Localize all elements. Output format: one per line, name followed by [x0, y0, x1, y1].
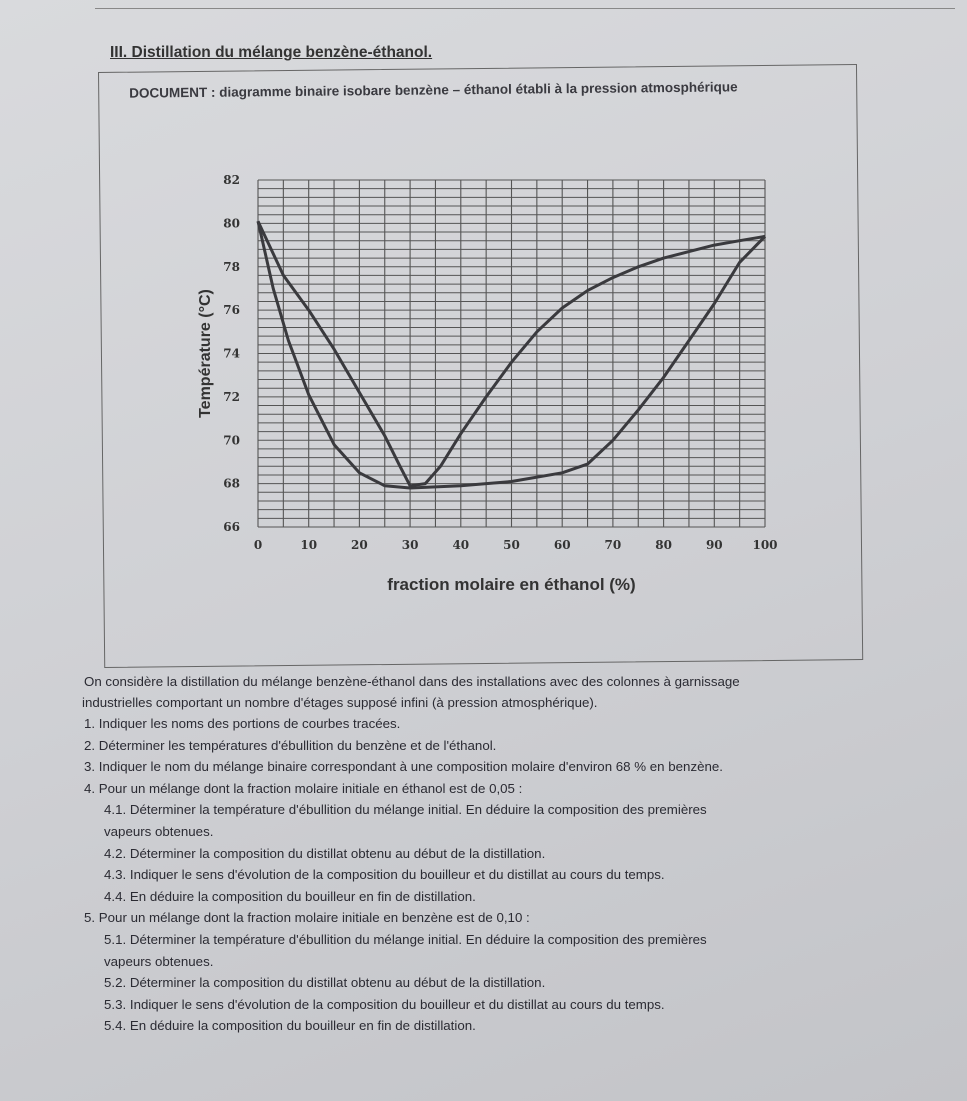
y-tick-label: 72	[223, 389, 240, 404]
question-item: 5.1. Déterminer la température d'ébullition du mélange initial. En déduire la composition des premières	[104, 932, 707, 947]
x-tick-label: 60	[553, 538, 571, 552]
question-item: 5.3. Indiquer le sens d'évolution de la composition du bouilleur et du distillat au cours du temps.	[104, 996, 665, 1012]
intro-text: On considère la distillation du mélange benzène-éthanol dans des installations avec des colonnes à garnissage	[84, 674, 740, 689]
y-tick-label: 82	[223, 173, 240, 187]
document-caption: DOCUMENT : diagramme binaire isobare benzène – éthanol établi à la pression atmosphérique	[129, 79, 738, 101]
question-item: 1. Indiquer les noms des portions de courbes tracées.	[84, 716, 401, 731]
question-item: 4. Pour un mélange dont la fraction molaire initiale en éthanol est de 0,05 :	[84, 780, 523, 796]
y-tick-label: 74	[223, 346, 240, 361]
y-tick-label: 76	[223, 303, 240, 318]
x-tick-label: 10	[300, 538, 318, 552]
y-tick-label: 66	[223, 520, 240, 534]
y-tick-label: 68	[223, 476, 240, 491]
y-tick-label: 80	[223, 216, 240, 231]
x-tick-label: 80	[655, 538, 672, 552]
y-axis-label: Température (°C)	[197, 289, 214, 418]
x-tick-label: 90	[705, 538, 723, 552]
y-tick-label: 78	[223, 259, 240, 274]
x-tick-label: 100	[752, 538, 778, 552]
question-item: vapeurs obtenues.	[104, 824, 214, 839]
question-item: 5.2. Déterminer la composition du distillat obtenu au début de la distillation.	[104, 975, 546, 991]
y-tick-label: 70	[223, 433, 240, 448]
x-tick-label: 30	[401, 538, 419, 552]
question-item: vapeurs obtenues.	[104, 953, 214, 969]
question-item: 5.4. En déduire la composition du bouilleur en fin de distillation.	[104, 1018, 476, 1034]
x-tick-label: 70	[604, 538, 622, 552]
x-tick-label: 50	[503, 538, 520, 552]
x-tick-label: 20	[351, 538, 368, 552]
question-item: 3. Indiquer le nom du mélange binaire correspondant à une composition molaire d'environ 68 % en benzène.	[84, 759, 723, 775]
question-item: 4.4. En déduire la composition du bouilleur en fin de distillation.	[104, 888, 476, 904]
x-tick-label: 0	[253, 538, 263, 552]
section-title: III. Distillation du mélange benzène-éthanol.	[110, 44, 433, 61]
question-item: 5. Pour un mélange dont la fraction molaire initiale en benzène est de 0,10 :	[84, 910, 530, 926]
question-item: 4.1. Déterminer la température d'ébullition du mélange initial. En déduire la composition des premières	[104, 802, 707, 818]
x-axis-label: fraction molaire en éthanol (%)	[387, 575, 636, 594]
intro-text: industrielles comportant un nombre d'étages supposé infini (à pression atmosphérique).	[82, 695, 598, 710]
x-tick-label: 40	[452, 538, 470, 552]
question-item: 4.2. Déterminer la composition du distillat obtenu au début de la distillation.	[104, 845, 546, 861]
question-item: 2. Déterminer les températures d'ébullition du benzène et de l'éthanol.	[84, 737, 497, 753]
question-item: 4.3. Indiquer le sens d'évolution de la composition du bouilleur et du distillat au cours du temps.	[104, 867, 665, 883]
